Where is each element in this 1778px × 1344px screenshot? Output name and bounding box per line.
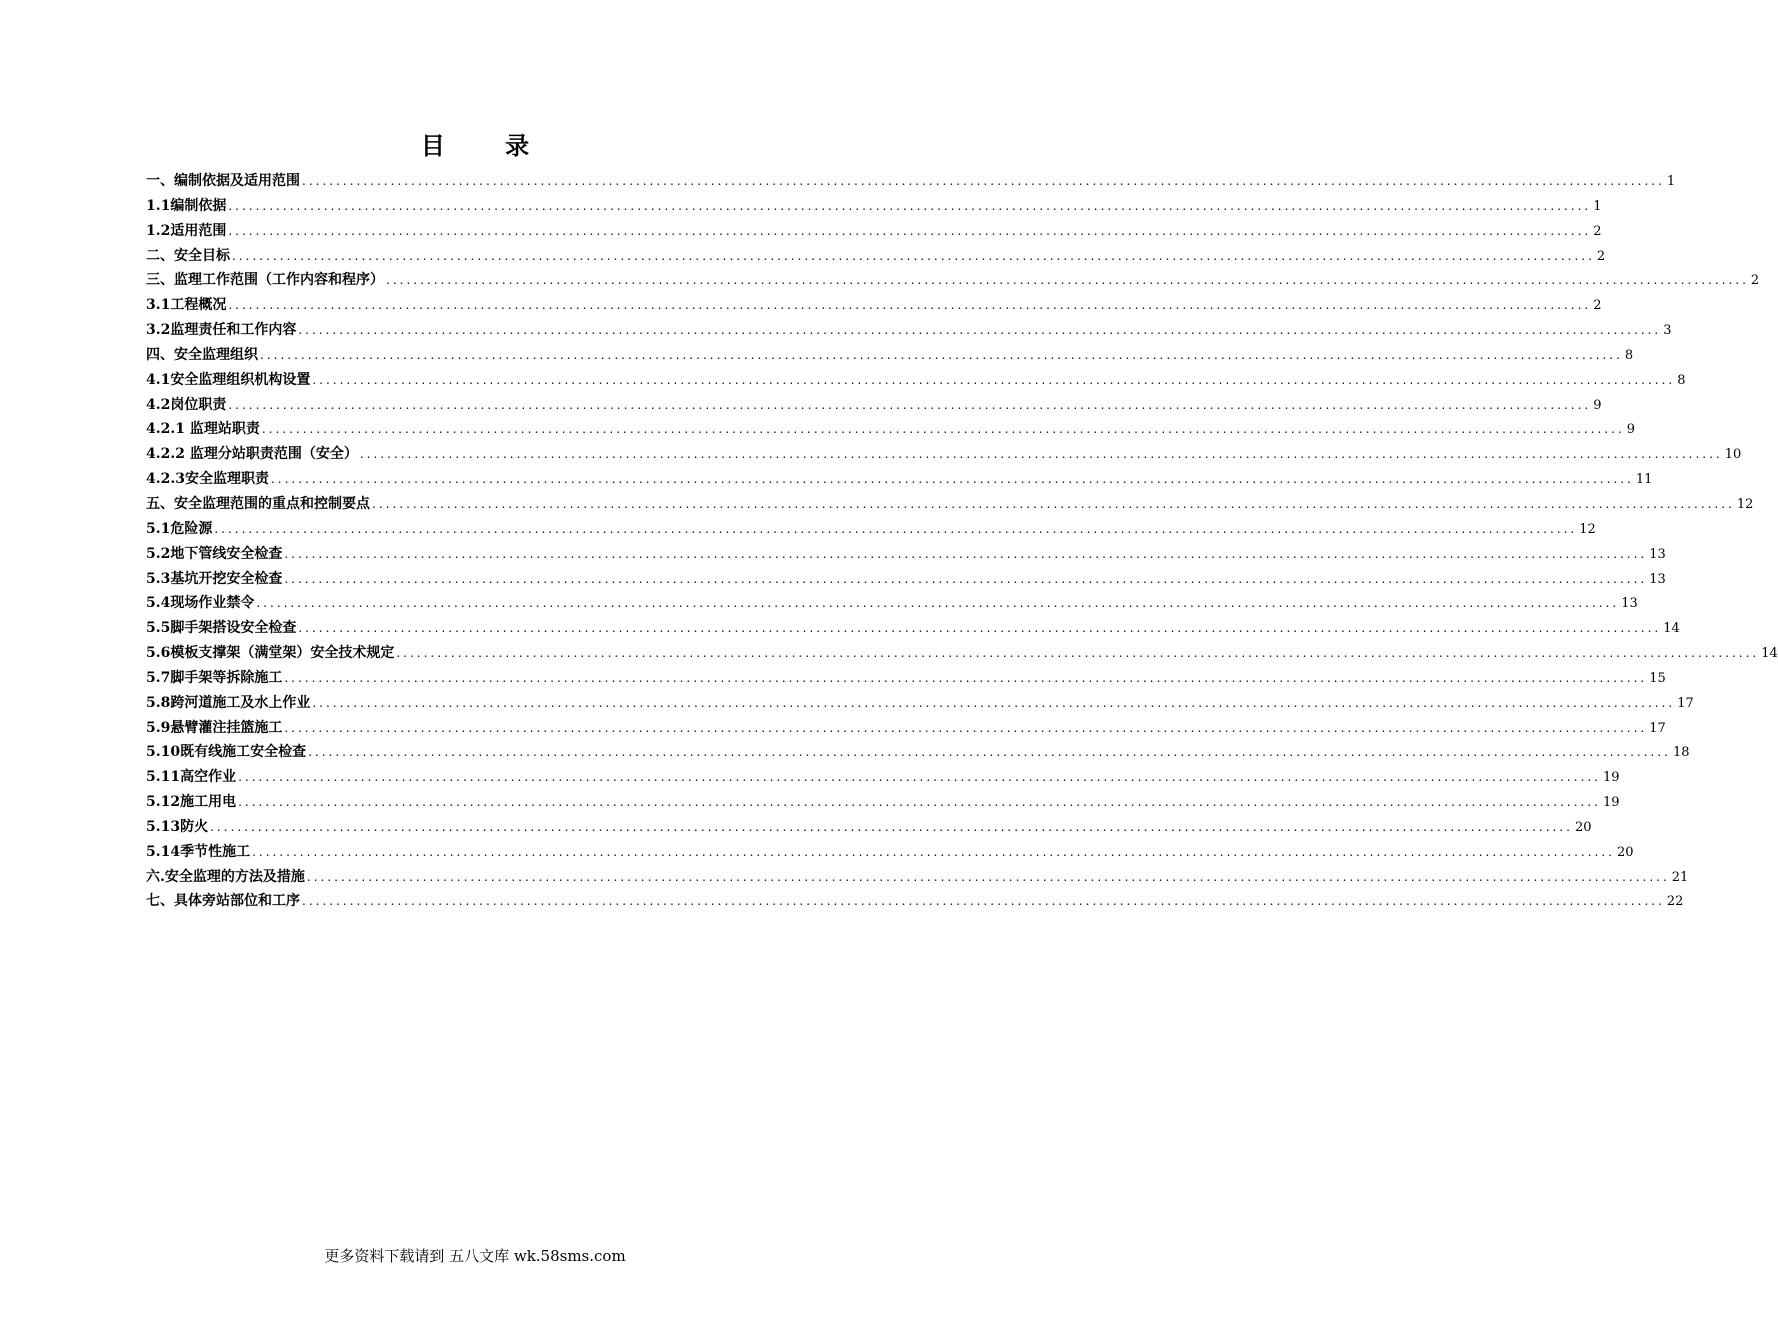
- toc-entry-label: 5.11高空作业: [146, 769, 237, 786]
- toc-entry-page-number: 1: [1666, 174, 1676, 189]
- toc-entry[interactable]: [146, 568, 1666, 593]
- toc-dot-leader: ........................................................................................................................................................................................................: [228, 298, 1592, 313]
- toc-dot-leader: ........................................................................................................................................................................................................: [302, 894, 1665, 909]
- toc-entry-page-number: 20: [1617, 844, 1634, 860]
- toc-entry[interactable]: [146, 791, 1620, 816]
- toc-entry-page-number: 17: [1677, 695, 1694, 711]
- toc-dot-leader: ........................................................................................................................................................................................................: [386, 273, 1749, 288]
- toc-dot-leader: ........................................................................................................................................................................................................: [260, 347, 1623, 362]
- table-of-contents: [146, 170, 1778, 915]
- toc-entry[interactable]: [146, 866, 1689, 891]
- toc-entry[interactable]: [146, 766, 1620, 791]
- toc-dot-leader: ........................................................................................................................................................................................................: [306, 869, 1670, 884]
- toc-entry-label: 3.1工程概况: [146, 297, 227, 314]
- toc-entry-label: 5.14季节性施工: [146, 843, 251, 860]
- toc-entry[interactable]: [146, 418, 1636, 443]
- toc-dot-leader: ........................................................................................................................................................................................................: [308, 745, 1671, 760]
- toc-dot-leader: ........................................................................................................................................................................................................: [238, 770, 1601, 785]
- toc-entry[interactable]: [146, 443, 1742, 468]
- toc-dot-leader: ........................................................................................................................................................................................................: [214, 521, 1578, 536]
- toc-entry-page-number: 15: [1649, 670, 1666, 686]
- toc-entry-label: 3.2监理责任和工作内容: [146, 322, 297, 339]
- toc-entry[interactable]: [146, 617, 1680, 642]
- page-title: 目 录: [420, 131, 556, 160]
- toc-entry-label: 4.2岗位职责: [146, 396, 227, 413]
- toc-dot-leader: ........................................................................................................................................................................................................: [298, 323, 1662, 338]
- toc-entry-page-number: 19: [1603, 770, 1620, 786]
- toc-dot-leader: ........................................................................................................................................................................................................: [284, 670, 1648, 685]
- toc-entry-label: 5.7脚手架等拆除施工: [146, 669, 283, 686]
- toc-entry-page-number: 1: [1593, 198, 1602, 214]
- toc-entry-page-number: 11: [1635, 472, 1653, 488]
- toc-entry-page-number: 12: [1579, 521, 1596, 537]
- toc-entry[interactable]: [146, 220, 1602, 245]
- toc-entry-page-number: 13: [1649, 546, 1666, 562]
- toc-entry-label: 5.1危险源: [146, 520, 213, 537]
- toc-entry-page-number: 18: [1673, 745, 1690, 761]
- toc-entry[interactable]: [146, 667, 1666, 692]
- toc-entry-page-number: 10: [1724, 447, 1742, 463]
- toc-entry[interactable]: [146, 592, 1638, 617]
- toc-entry-label: 七、具体旁站部位和工序: [146, 893, 300, 910]
- toc-entry-label: 5.13防火: [146, 818, 209, 835]
- toc-entry-label: 5.5脚手架搭设安全检查: [146, 620, 297, 637]
- toc-dot-leader: ........................................................................................................................................................................................................: [312, 372, 1676, 387]
- toc-entry[interactable]: [146, 642, 1778, 667]
- toc-entry-page-number: 22: [1666, 894, 1684, 910]
- toc-entry-page-number: 9: [1593, 397, 1602, 413]
- toc-entry[interactable]: [146, 493, 1754, 518]
- toc-dot-leader: ........................................................................................................................................................................................................: [312, 695, 1676, 710]
- toc-entry[interactable]: [146, 195, 1602, 220]
- toc-entry-label: 五、安全监理范围的重点和控制要点: [146, 495, 370, 512]
- toc-dot-leader: ........................................................................................................................................................................................................: [302, 174, 1665, 188]
- toc-entry[interactable]: [146, 294, 1602, 319]
- toc-entry-page-number: 21: [1671, 869, 1689, 885]
- toc-entry-label: 二、安全目标: [146, 247, 230, 264]
- toc-entry-label: 四、安全监理组织: [146, 346, 258, 363]
- toc-dot-leader: ........................................................................................................................................................................................................: [270, 472, 1634, 487]
- toc-entry-label: 5.9悬臂灌注挂篮施工: [146, 719, 283, 736]
- footer-note: 更多资料下载请到 五八文库 wk.58sms.com: [324, 1247, 626, 1265]
- toc-entry[interactable]: [146, 717, 1666, 742]
- toc-entry-label: 1.1编制依据: [146, 197, 227, 214]
- toc-dot-leader: ........................................................................................................................................................................................................: [359, 447, 1723, 462]
- toc-entry[interactable]: [146, 543, 1666, 568]
- toc-dot-leader: ........................................................................................................................................................................................................: [252, 844, 1615, 859]
- toc-entry-page-number: 14: [1761, 646, 1778, 662]
- toc-entry-page-number: 2: [1596, 248, 1606, 264]
- toc-entry-label: 5.6模板支撑架（满堂架）安全技术规定: [146, 645, 395, 662]
- toc-entry[interactable]: [146, 269, 1760, 294]
- toc-entry-label: 5.12施工用电: [146, 794, 237, 811]
- toc-entry[interactable]: [146, 468, 1653, 493]
- toc-dot-leader: ........................................................................................................................................................................................................: [238, 795, 1601, 810]
- toc-entry-label: 六.安全监理的方法及措施: [146, 868, 305, 885]
- toc-entry-page-number: 2: [1593, 223, 1602, 239]
- toc-entry-label: 5.2地下管线安全检查: [146, 545, 283, 562]
- toc-entry-label: 一、编制依据及适用范围: [146, 173, 300, 189]
- toc-entry-page-number: 20: [1575, 819, 1592, 835]
- toc-entry-page-number: 14: [1663, 621, 1680, 637]
- toc-dot-leader: ........................................................................................................................................................................................................: [298, 621, 1662, 636]
- toc-dot-leader: ........................................................................................................................................................................................................: [372, 496, 1735, 511]
- toc-entry-label: 5.10既有线施工安全检查: [146, 744, 307, 761]
- toc-dot-leader: ........................................................................................................................................................................................................: [284, 571, 1648, 586]
- toc-entry-page-number: 12: [1736, 496, 1754, 512]
- toc-entry-label: 4.1安全监理组织机构设置: [146, 371, 311, 388]
- toc-entry[interactable]: [146, 245, 1606, 270]
- toc-dot-leader: ........................................................................................................................................................................................................: [256, 596, 1620, 611]
- toc-entry[interactable]: [146, 344, 1634, 369]
- toc-entry-page-number: 8: [1624, 347, 1634, 363]
- toc-entry[interactable]: [146, 692, 1694, 717]
- toc-dot-leader: ........................................................................................................................................................................................................: [284, 720, 1648, 735]
- toc-dot-leader: ........................................................................................................................................................................................................: [284, 546, 1648, 561]
- toc-entry-label: 5.8跨河道施工及水上作业: [146, 694, 311, 711]
- toc-entry-page-number: 2: [1593, 298, 1602, 314]
- toc-entry-label: 1.2适用范围: [146, 222, 227, 239]
- toc-entry[interactable]: [146, 170, 1676, 195]
- toc-dot-leader: ........................................................................................................................................................................................................: [232, 248, 1595, 263]
- toc-entry-page-number: 13: [1621, 596, 1638, 612]
- toc-entry[interactable]: [146, 841, 1634, 866]
- toc-entry-page-number: 19: [1603, 795, 1620, 811]
- toc-entry-page-number: 8: [1677, 372, 1686, 388]
- toc-dot-leader: ........................................................................................................................................................................................................: [396, 646, 1760, 661]
- toc-entry-page-number: 13: [1649, 571, 1666, 587]
- toc-entry-page-number: 9: [1626, 422, 1636, 438]
- toc-entry[interactable]: [146, 816, 1592, 841]
- toc-entry-page-number: 3: [1663, 323, 1672, 339]
- toc-entry-label: 4.2.1 监理站职责: [146, 421, 260, 438]
- toc-dot-leader: ........................................................................................................................................................................................................: [261, 422, 1625, 437]
- toc-entry-label: 4.2.2 监理分站职责范围（安全）: [146, 446, 358, 463]
- toc-entry[interactable]: [146, 741, 1690, 766]
- toc-entry-label: 5.3基坑开挖安全检查: [146, 570, 283, 587]
- toc-entry-label: 5.4现场作业禁令: [146, 595, 255, 612]
- toc-entry-page-number: 2: [1750, 273, 1760, 289]
- toc-entry[interactable]: [146, 369, 1686, 394]
- toc-entry-label: 4.2.3安全监理职责: [146, 471, 269, 488]
- toc-entry[interactable]: [146, 890, 1684, 915]
- toc-dot-leader: ........................................................................................................................................................................................................: [228, 198, 1592, 213]
- toc-entry-page-number: 17: [1649, 720, 1666, 736]
- toc-entry[interactable]: [146, 394, 1602, 419]
- toc-dot-leader: ........................................................................................................................................................................................................: [210, 819, 1573, 834]
- toc-dot-leader: ........................................................................................................................................................................................................: [228, 397, 1592, 412]
- toc-entry-label: 三、监理工作范围（工作内容和程序）: [146, 272, 384, 289]
- toc-entry[interactable]: [146, 518, 1596, 543]
- toc-dot-leader: ........................................................................................................................................................................................................: [228, 223, 1592, 238]
- toc-entry[interactable]: [146, 319, 1672, 344]
